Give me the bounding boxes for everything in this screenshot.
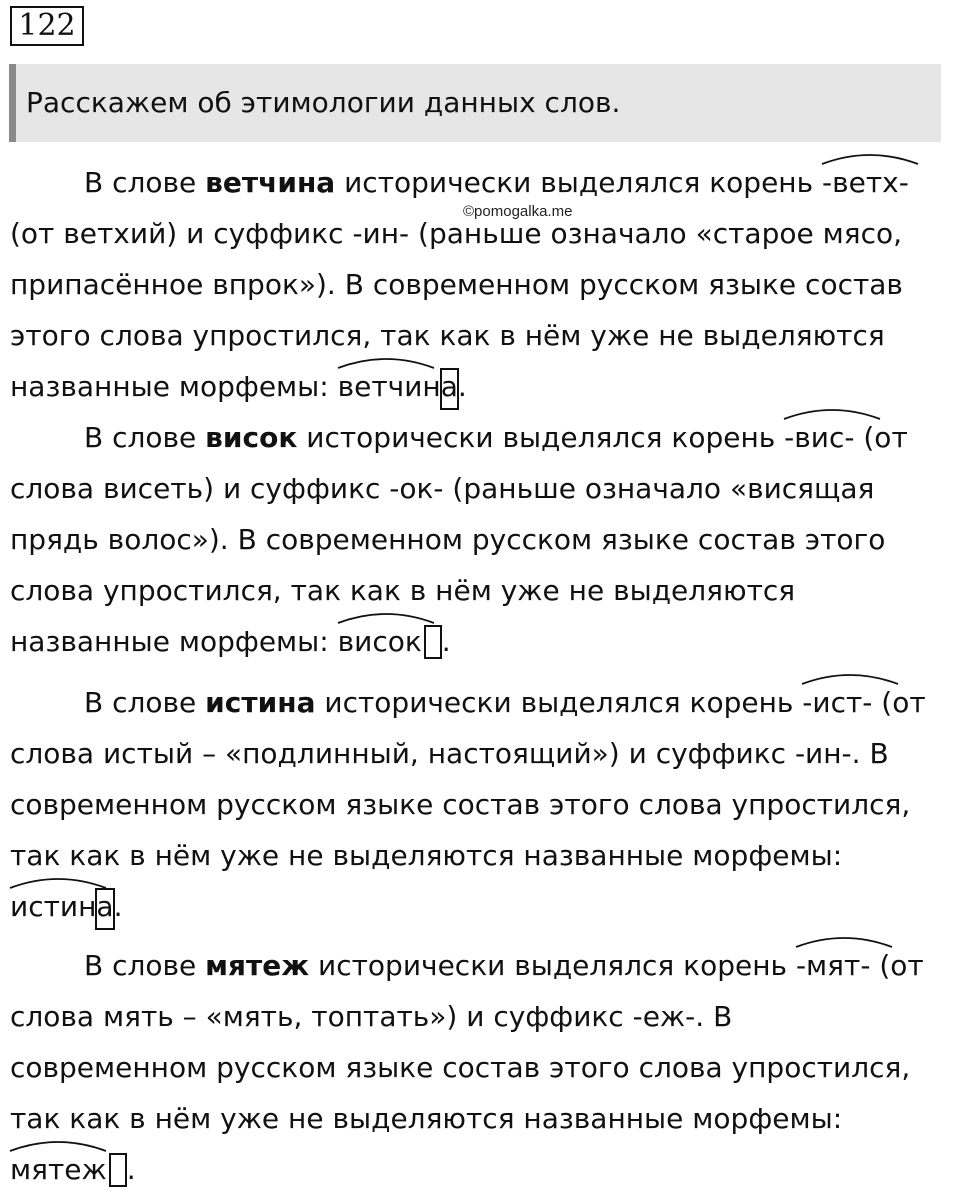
text-line (10, 463, 942, 514)
text: так как в нём уже не выделяются названные морфемы: (10, 839, 843, 872)
text: В слове (84, 686, 206, 719)
text: В слове (84, 166, 206, 199)
watermark: ©pomogalka.me (463, 203, 573, 220)
text: так как в нём уже не выделяются названные морфемы: (10, 1102, 843, 1135)
text-line (10, 361, 942, 412)
stem: висок (338, 616, 422, 667)
text-line (10, 157, 942, 208)
text: названные морфемы: (10, 370, 338, 403)
text: названные морфемы: (10, 625, 338, 658)
text: припасённое впрок»). В современном русском языке состав (10, 268, 903, 301)
text: (от (870, 949, 924, 982)
text: . (126, 1153, 136, 1186)
root-arc-icon (820, 153, 920, 165)
ending-box: а (441, 361, 458, 412)
keyword: ветчина (205, 166, 336, 199)
task-number: 122 (10, 6, 84, 46)
root-morpheme: -ветх- (822, 157, 909, 208)
text-line (10, 616, 942, 667)
keyword: мятеж (205, 949, 310, 982)
text: (от ветхий) и суффикс -ин- (раньше означало «старое мясо, (10, 217, 902, 250)
task-header: Расскажем об этимологии данных слов. (9, 64, 941, 142)
text: исторически выделялся корень (335, 166, 823, 199)
text: исторически выделялся корень (315, 686, 803, 719)
text-line (10, 881, 942, 932)
text: (от (854, 421, 908, 454)
ending-box: а (96, 881, 113, 932)
text: . (441, 625, 451, 658)
paragraph-myatezh (10, 940, 942, 1195)
root-arc-icon (794, 936, 894, 948)
text-line (10, 779, 942, 830)
text: . (457, 370, 467, 403)
stem: ветчин (338, 361, 441, 412)
root-arc-icon (800, 673, 900, 685)
zero-ending-box (424, 625, 442, 659)
text: слова упростился, так как в нём уже не выделяются (10, 574, 796, 607)
text-line (10, 830, 942, 881)
text-line (10, 1093, 942, 1144)
text-line (10, 677, 942, 728)
text-line (10, 1042, 942, 1093)
text: В слове (84, 949, 206, 982)
root-morpheme: -ист- (802, 677, 872, 728)
keyword: висок (205, 421, 298, 454)
text: слова мять – «мять, топтать») и суффикс -еж-. В (10, 1000, 733, 1033)
text: В слове (84, 421, 206, 454)
text: слова истый – «подлинный, настоящий») и суффикс -ин-. В (10, 737, 889, 770)
text-line (10, 208, 942, 259)
text-line (10, 310, 942, 361)
paragraph-visok (10, 412, 942, 667)
text: исторически выделялся корень (309, 949, 796, 982)
zero-ending-box (109, 1153, 127, 1187)
root-morpheme: -мят- (796, 940, 870, 991)
text-line (10, 1144, 942, 1195)
paragraph-istina (10, 677, 942, 932)
text-line (10, 565, 942, 616)
root-morpheme: -вис- (784, 412, 854, 463)
text-line (10, 940, 942, 991)
paragraph-vetchina (10, 157, 942, 412)
keyword: истина (205, 686, 316, 719)
text: исторически выделялся корень (297, 421, 785, 454)
text-line (10, 728, 942, 779)
stem: истин (10, 881, 96, 932)
text: слова висеть) и суффикс -ок- (раньше означало «висящая (10, 472, 875, 505)
text-line (10, 412, 942, 463)
text-line (10, 991, 942, 1042)
text: . (113, 890, 123, 923)
stem: мятеж (10, 1144, 107, 1195)
text: современном русском языке состав этого слова упростился, (10, 1051, 911, 1084)
text: прядь волос»). В современном русском языке состав этого (10, 523, 886, 556)
text-line (10, 259, 942, 310)
text: современном русском языке состав этого слова упростился, (10, 788, 911, 821)
text-line (10, 514, 942, 565)
text: этого слова упростился, так как в нём уже не выделяются (10, 319, 885, 352)
text: (от (872, 686, 926, 719)
